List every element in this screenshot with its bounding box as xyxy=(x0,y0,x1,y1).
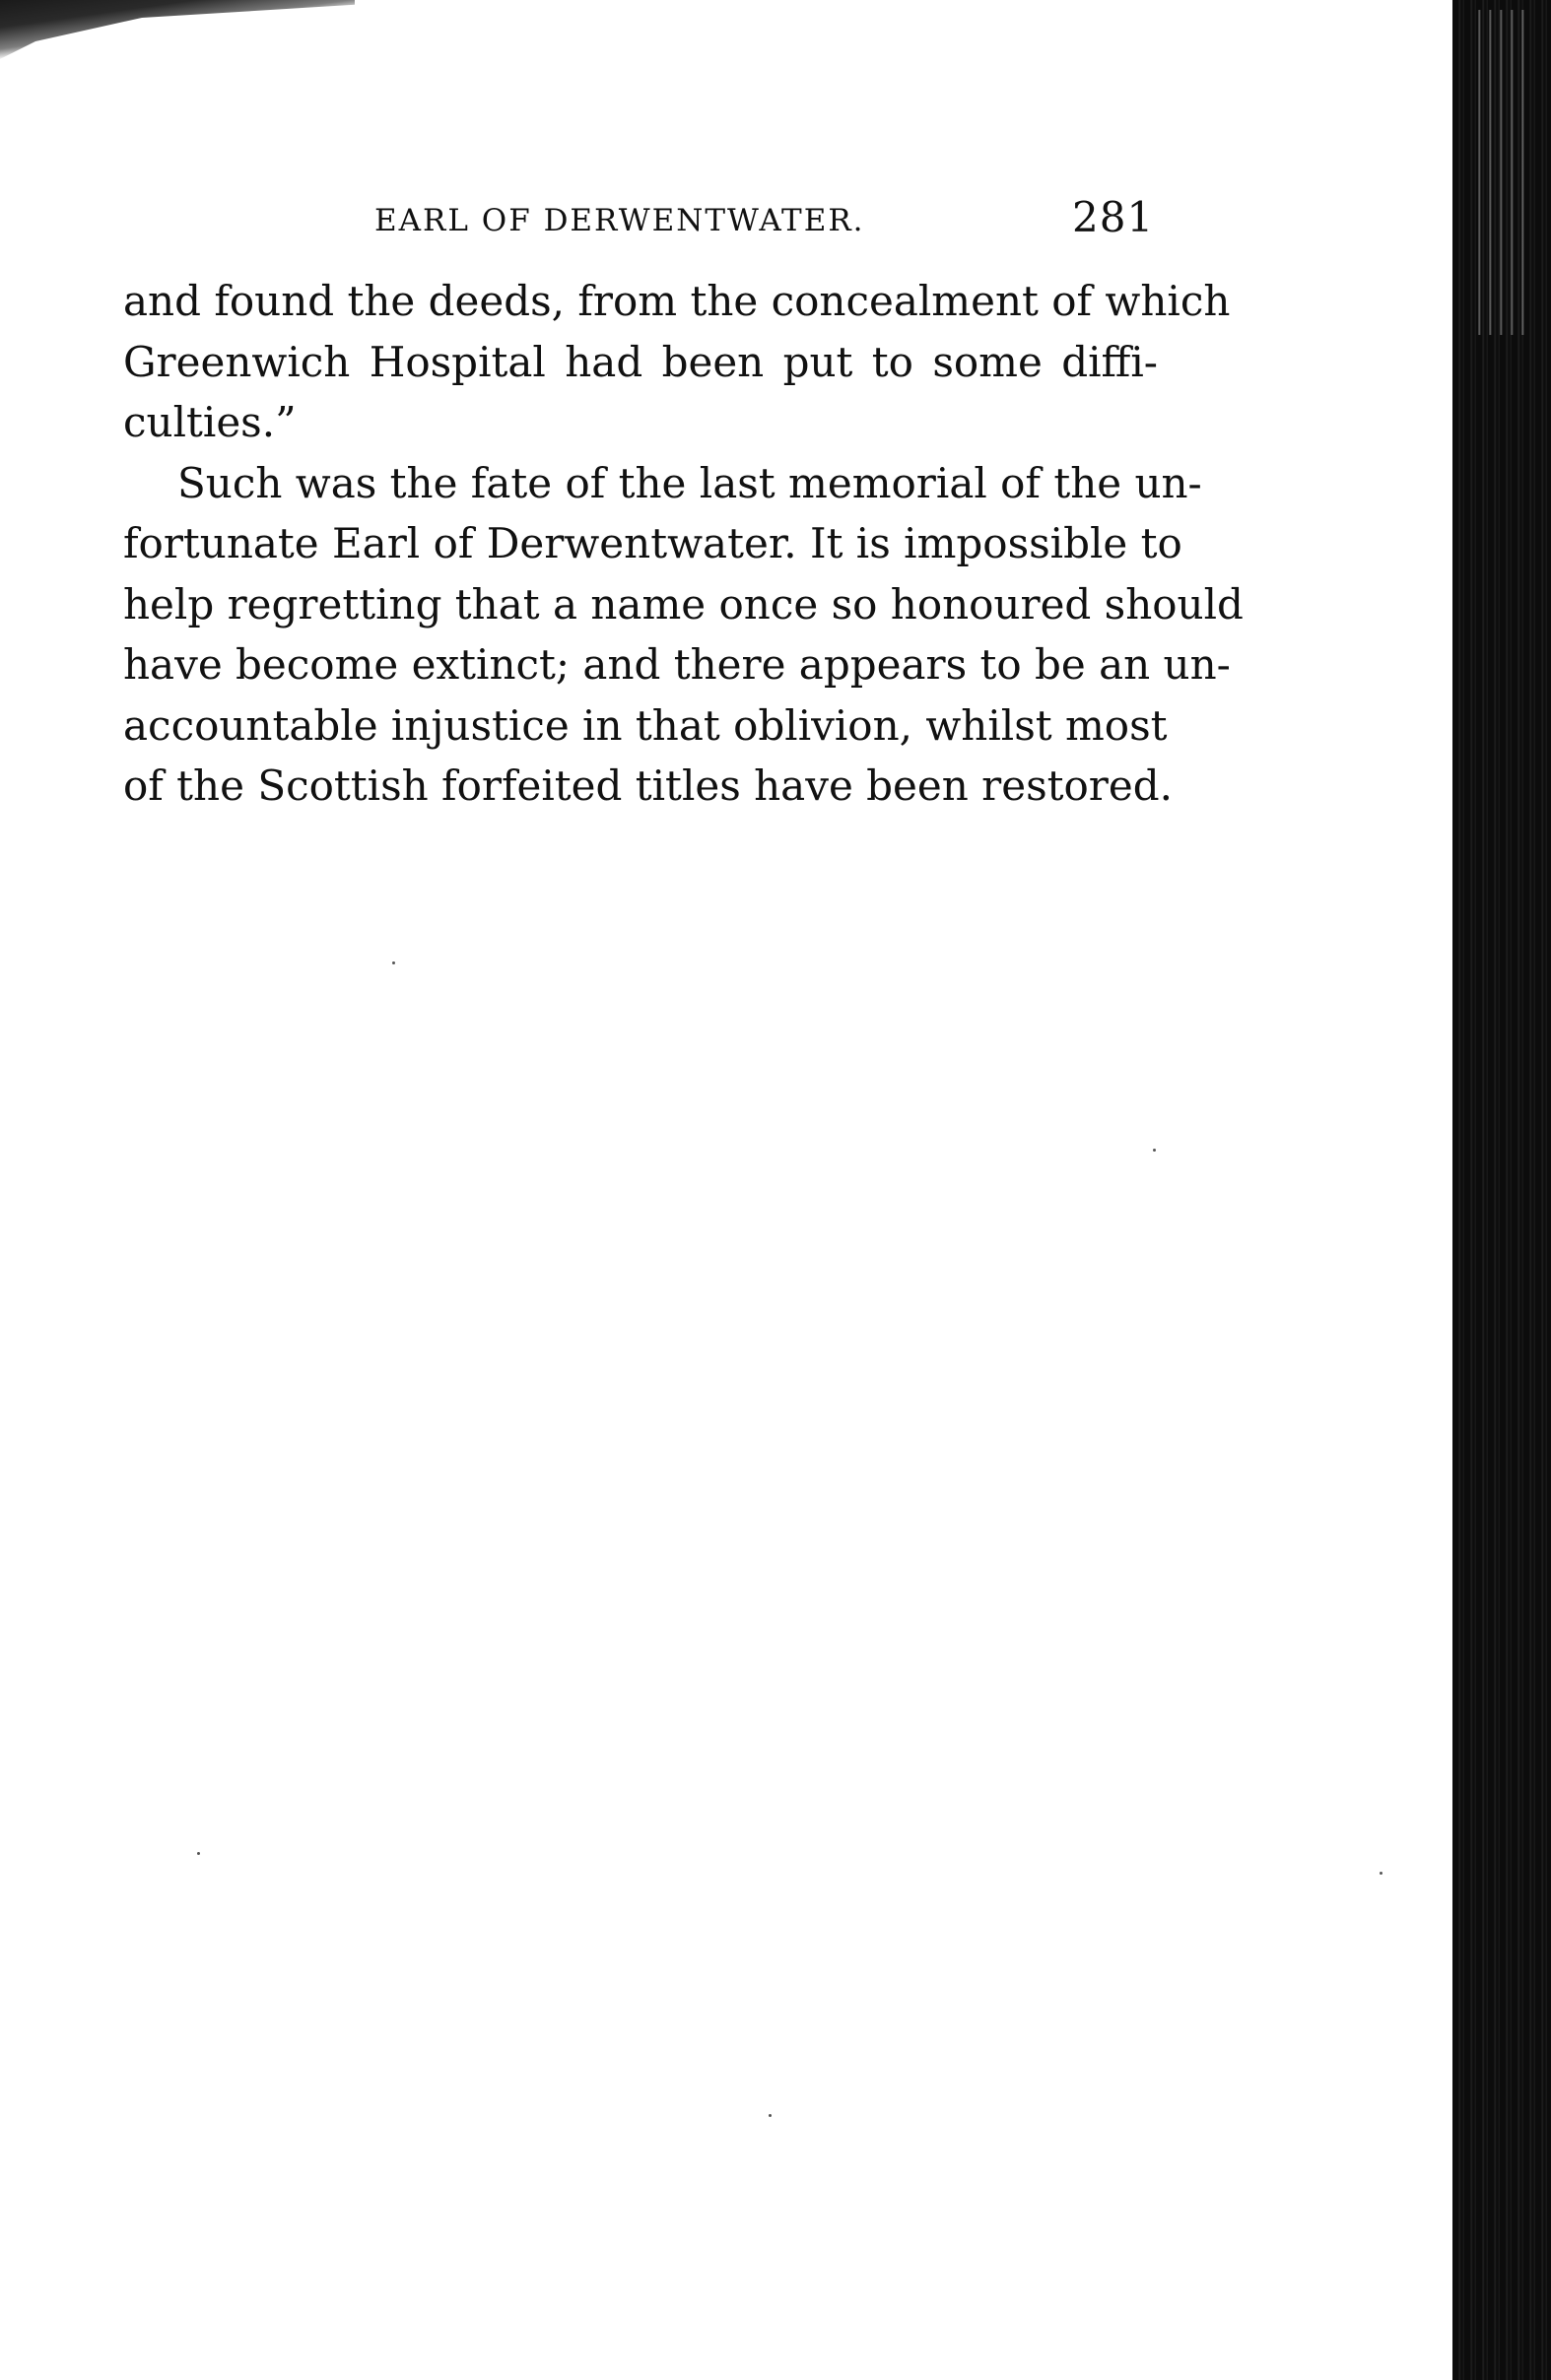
binding-shine xyxy=(1470,10,1529,335)
text-line: culties.” xyxy=(123,398,297,446)
running-head: EARL OF DERWENTWATER. xyxy=(374,203,865,238)
text-line: and found the deeds, from the concealment of which xyxy=(123,277,1231,325)
body-text xyxy=(123,271,1244,817)
text-line: of the Scottish forfeited titles have been restored. xyxy=(123,761,1173,810)
scan-shadow xyxy=(0,0,355,59)
binding-edge xyxy=(1452,0,1551,2380)
scan-speck xyxy=(392,961,395,964)
text-line: fortunate Earl of Derwentwater. It is impossible to xyxy=(123,519,1182,567)
scan-speck xyxy=(769,2114,772,2117)
text-line: help regretting that a name once so honoured should xyxy=(123,579,1244,628)
text-line: Greenwich Hospital had been put to some diffi- xyxy=(123,337,1158,386)
scan-speck xyxy=(1153,1149,1156,1152)
text-line: accountable injustice in that oblivion, whilst most xyxy=(123,700,1168,750)
scan-speck xyxy=(197,1852,200,1855)
text-line: Such was the fate of the last memorial of the un- xyxy=(177,458,1202,507)
page-number: 281 xyxy=(1072,193,1155,241)
scan-speck xyxy=(1380,1872,1382,1875)
text-line: have become extinct; and there appears to be an un- xyxy=(123,640,1231,689)
